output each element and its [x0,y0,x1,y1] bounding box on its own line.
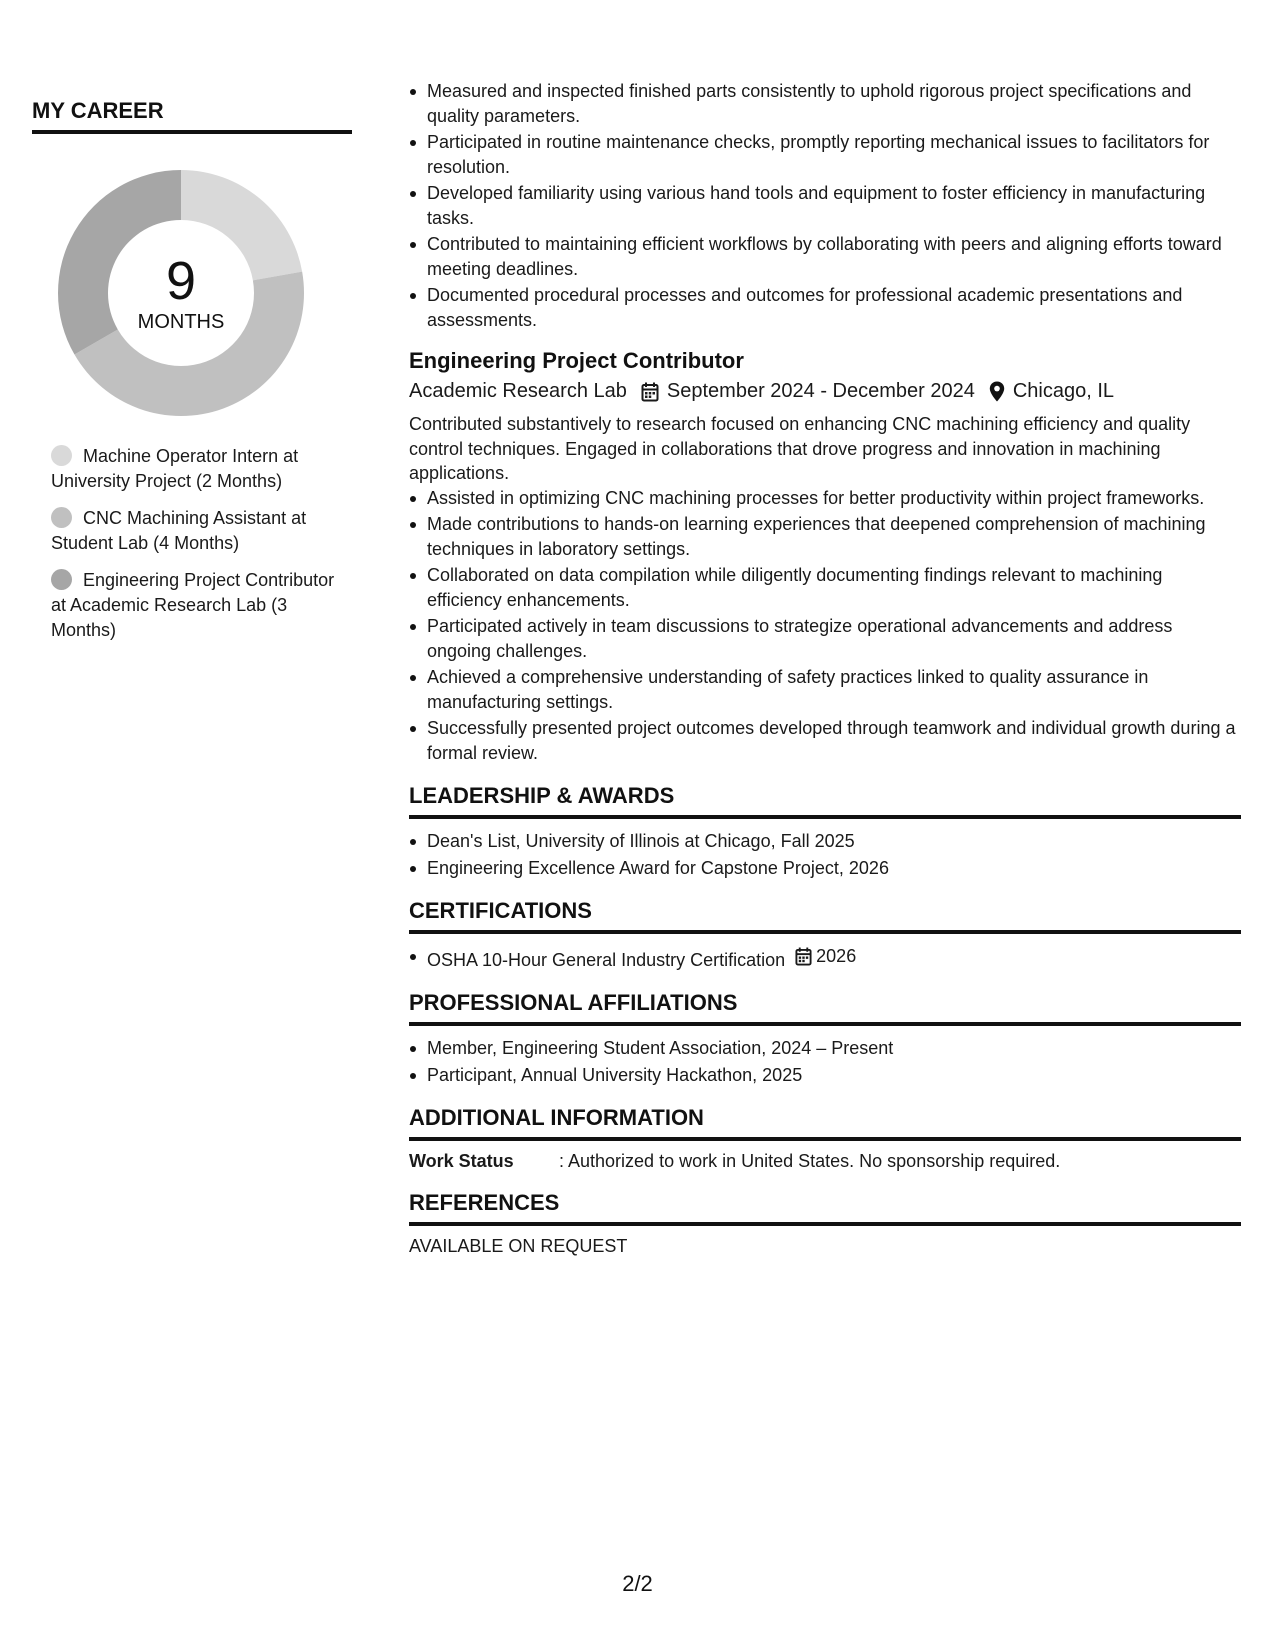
work-status-label: Work Status [409,1151,514,1172]
bullet-item: Engineering Excellence Award for Capstone Project, 2026 [409,856,1241,881]
legend-dot [51,507,72,528]
location-pin-icon [989,381,1005,402]
career-sidebar [32,98,352,655]
legend-label: Engineering Project Contributor at Academic Research Lab (3 Months) [51,570,335,640]
leadership-heading: LEADERSHIP & AWARDS [409,783,1241,819]
bullet-item: Successfully presented project outcomes developed through teamwork and individual growth during a formal review. [409,716,1241,765]
work-status-row [409,1151,1241,1172]
page-number: 2/2 [622,1571,653,1596]
bullet-item: Made contributions to hands-on learning experiences that deepened comprehension of machining techniques in laboratory settings. [409,512,1241,561]
total-months-unit: MONTHS [137,310,225,333]
bullet-item: Participated in routine maintenance checks, promptly reporting mechanical issues to facilitators for resolution. [409,130,1241,179]
leadership-list [409,829,1241,880]
career-legend [51,444,352,643]
affiliations-heading: PROFESSIONAL AFFILIATIONS [409,990,1241,1026]
donut-center [56,168,306,418]
prev-job-bullets [409,79,1241,332]
job-bullets [409,486,1241,766]
calendar-icon [641,382,659,402]
bullet-item: Achieved a comprehensive understanding of safety practices linked to quality assurance in manufacturing settings. [409,665,1241,714]
references-text: AVAILABLE ON REQUEST [409,1236,628,1257]
bullet-item: Measured and inspected finished parts consistently to uphold rigorous project specifications and quality parameters. [409,79,1241,128]
legend-label: CNC Machining Assistant at Student Lab (4 Months) [51,508,307,553]
legend-item [51,568,352,643]
total-months-number: 9 [165,250,197,311]
job-location: Chicago, IL [1012,380,1115,402]
bullet-item: Documented procedural processes and outcomes for professional academic presentations and assessments. [409,283,1241,332]
additional-info-heading: ADDITIONAL INFORMATION [409,1105,1241,1141]
job-title: Engineering Project Contributor [409,348,744,373]
certification-item [409,944,1241,972]
legend-item [51,506,352,556]
bullet-item: Participated actively in team discussions to strategize operational advancements and address ongoing challenges. [409,614,1241,663]
main-column [409,79,1241,1257]
job-description: Contributed substantively to research focused on enhancing CNC machining efficiency and quality control techniques. Engaged in collaborations that drove progress and innovation in machining applications. [409,414,1191,483]
job-dates: September 2024 - December 2024 [666,380,975,402]
bullet-item: Developed familiarity using various hand tools and equipment to foster efficiency in manufacturing tasks. [409,181,1241,230]
certification-year: 2026 [816,946,857,966]
certifications-list [409,944,1241,972]
career-donut-chart [56,168,306,418]
job-company: Academic Research Lab [409,380,627,402]
calendar-icon [795,947,812,966]
bullet-item: Dean's List, University of Illinois at Chicago, Fall 2025 [409,829,1241,854]
career-title: MY CAREER [32,98,352,134]
legend-dot [51,445,72,466]
bullet-item: Collaborated on data compilation while diligently documenting findings relevant to machining efficiency enhancements. [409,563,1241,612]
legend-item [51,444,352,494]
references-heading: REFERENCES [409,1190,1241,1226]
affiliations-list [409,1036,1241,1087]
legend-label: Machine Operator Intern at University Project (2 Months) [51,446,299,491]
bullet-item: Contributed to maintaining efficient workflows by collaborating with peers and aligning efforts toward meeting deadlines. [409,232,1241,281]
certification-year-wrap [795,944,856,969]
job-meta [409,380,1241,403]
certification-name: OSHA 10-Hour General Industry Certification [427,949,786,970]
bullet-item: Assisted in optimizing CNC machining processes for better productivity within project frameworks. [409,486,1241,511]
legend-dot [51,569,72,590]
work-status-value: : Authorized to work in United States. No sponsorship required. [559,1151,1061,1172]
bullet-item: Participant, Annual University Hackathon, 2025 [409,1063,1241,1088]
certifications-heading: CERTIFICATIONS [409,898,1241,934]
bullet-item: Member, Engineering Student Association, 2024 – Present [409,1036,1241,1061]
